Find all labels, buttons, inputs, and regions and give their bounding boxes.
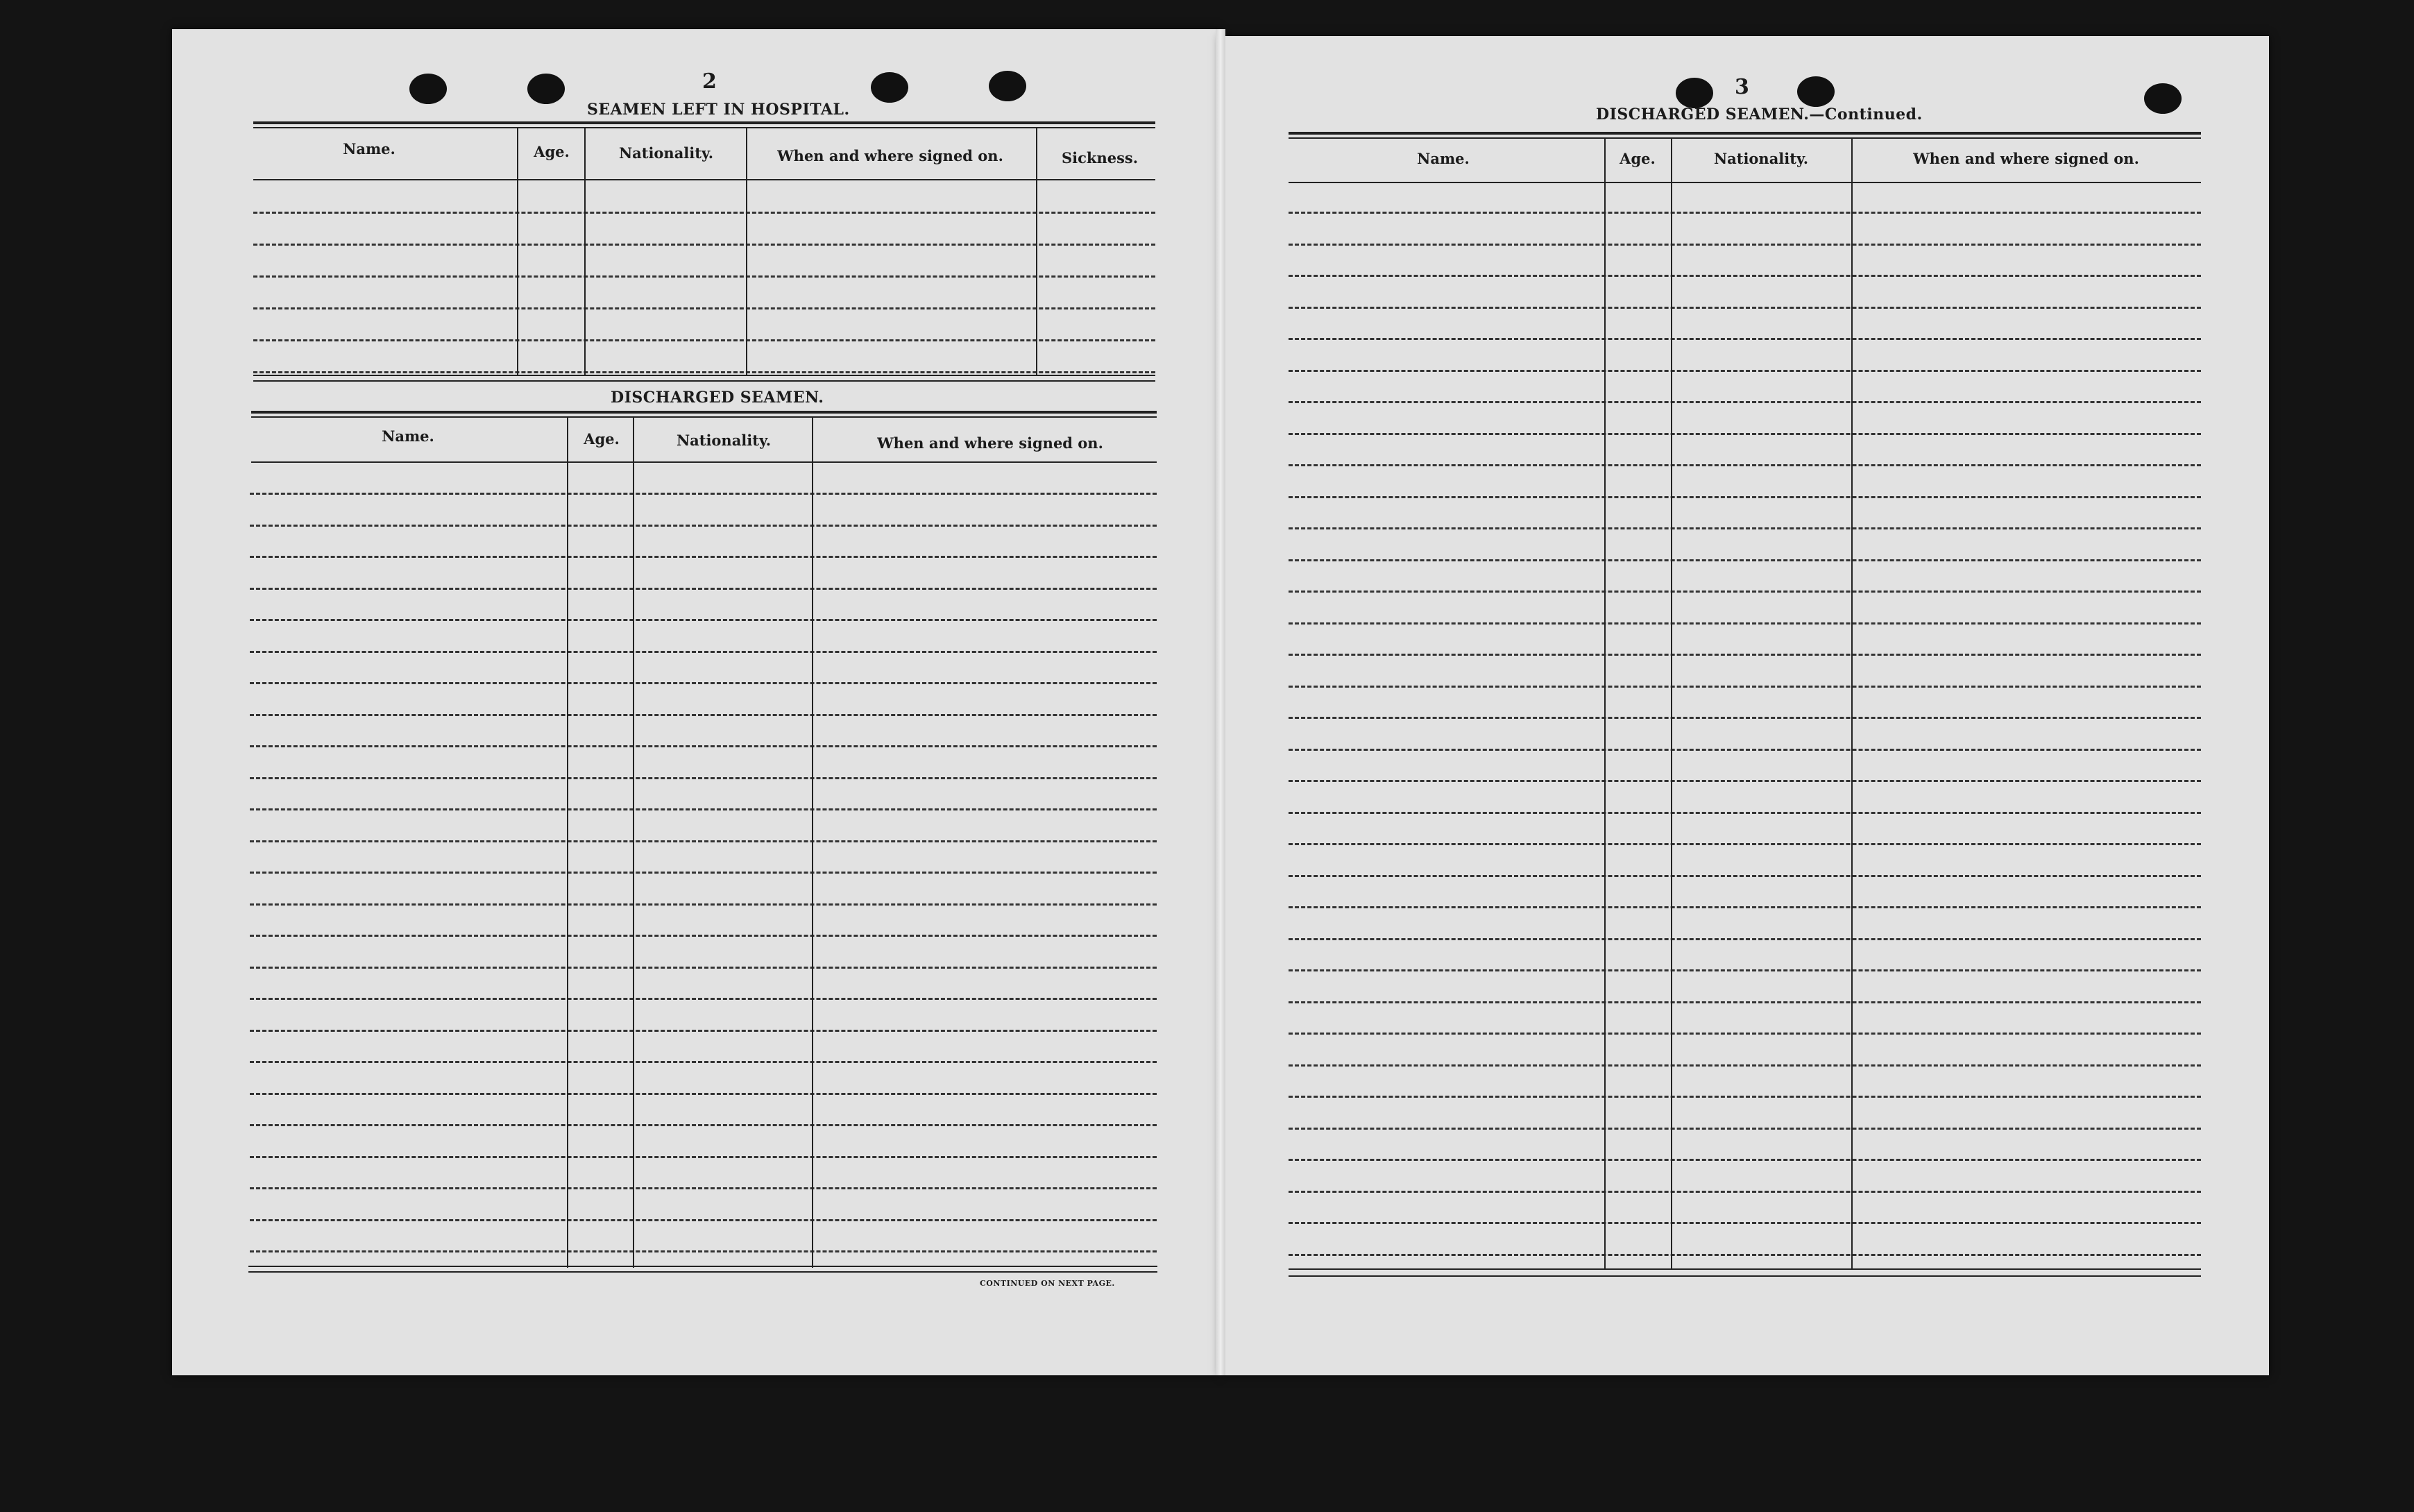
ruled-line [1289, 1128, 2201, 1130]
punch-hole [409, 74, 447, 104]
ruled-line [250, 1187, 1157, 1189]
continued-col-divider [1671, 139, 1672, 1270]
ruled-line [1289, 654, 2201, 656]
punch-hole [871, 72, 908, 103]
hospital-header-rule [253, 179, 1155, 180]
page-fold [1216, 29, 1225, 1375]
ruled-line [250, 651, 1157, 653]
ruled-line [250, 745, 1157, 747]
ruled-line [1289, 275, 2201, 277]
punch-hole [2144, 83, 2182, 114]
ruled-line [250, 872, 1157, 874]
hospital-col-divider [746, 128, 747, 375]
continued-col-name: Name. [1417, 150, 1470, 167]
ruled-line [250, 588, 1157, 590]
ruled-line [1289, 1254, 2201, 1256]
page-number: 2 [702, 69, 717, 94]
ruled-line [1289, 875, 2201, 877]
ruled-line [1289, 338, 2201, 340]
continued-note: CONTINUED ON NEXT PAGE. [980, 1279, 1115, 1288]
ruled-line [253, 275, 1155, 278]
ruled-line [1289, 591, 2201, 593]
ruled-line [1289, 749, 2201, 751]
ruled-line [250, 903, 1157, 906]
discharged-col-nationality: Nationality. [676, 432, 772, 449]
ruled-line [250, 619, 1157, 621]
ruled-line [1289, 433, 2201, 435]
ruled-line [1289, 559, 2201, 561]
punch-hole [1797, 76, 1835, 107]
left-page [172, 29, 1220, 1375]
ruled-line [253, 244, 1155, 246]
ruled-line [250, 777, 1157, 779]
hospital-top-rule-thin [253, 127, 1155, 128]
hospital-top-rule [253, 121, 1155, 124]
continued-top-rule [1289, 132, 2201, 135]
discharged-col-divider [633, 418, 634, 1268]
discharged-col-age: Age. [584, 430, 620, 448]
ruled-line [253, 371, 1155, 373]
discharged-bottom-rule [248, 1266, 1157, 1267]
hospital-col-nationality: Nationality. [618, 144, 714, 162]
continued-bottom-rule [1289, 1275, 2201, 1277]
discharged-header-rule [251, 461, 1157, 463]
ruled-line [1289, 244, 2201, 246]
hospital-col-sickness: Sickness. [1061, 149, 1139, 167]
page-number: 3 [1735, 75, 1749, 99]
punch-hole [1676, 78, 1713, 108]
ruled-line [250, 682, 1157, 684]
ruled-line [1289, 686, 2201, 688]
ruled-line [1289, 1033, 2201, 1035]
hospital-bottom-rule [253, 375, 1155, 376]
continued-top-rule-thin [1289, 137, 2201, 139]
ruled-line [250, 1030, 1157, 1032]
right-page [1220, 36, 2269, 1375]
ruled-line [1289, 1096, 2201, 1098]
ruled-line [1289, 780, 2201, 782]
ruled-line [250, 1219, 1157, 1221]
ruled-line [250, 556, 1157, 558]
ruled-line [250, 1124, 1157, 1126]
continued-col-divider [1851, 139, 1853, 1270]
punch-hole [527, 74, 565, 104]
continued-col-signed-on: When and where signed on. [1913, 150, 2139, 167]
ruled-line [1289, 464, 2201, 466]
ruled-line [250, 525, 1157, 527]
continued-header-rule [1289, 182, 2201, 183]
continued-section-title: DISCHARGED SEAMEN.—Continued. [1596, 105, 1923, 124]
hospital-bottom-rule [253, 380, 1155, 382]
discharged-col-divider [567, 418, 568, 1268]
continued-col-age: Age. [1620, 150, 1656, 167]
hospital-col-age: Age. [534, 143, 570, 160]
continued-bottom-rule [1289, 1268, 2201, 1270]
ruled-line [1289, 1001, 2201, 1003]
ruled-line [1289, 969, 2201, 971]
ruled-line [1289, 370, 2201, 372]
ruled-line [1289, 1191, 2201, 1193]
ruled-line [1289, 1064, 2201, 1067]
punch-hole [989, 71, 1026, 101]
ruled-line [1289, 938, 2201, 940]
ruled-line [250, 1061, 1157, 1063]
ruled-line [250, 1250, 1157, 1252]
ruled-line [250, 1156, 1157, 1158]
hospital-col-divider [584, 128, 586, 375]
ruled-line [253, 307, 1155, 309]
ruled-line [1289, 1222, 2201, 1224]
discharged-col-divider [812, 418, 813, 1268]
hospital-col-signed-on: When and where signed on. [777, 147, 1003, 164]
ruled-line [1289, 843, 2201, 845]
ruled-line [1289, 401, 2201, 403]
ruled-line [1289, 212, 2201, 214]
ruled-line [1289, 307, 2201, 309]
ruled-line [1289, 812, 2201, 814]
continued-col-nationality: Nationality. [1713, 150, 1809, 167]
discharged-top-rule-thin [251, 416, 1157, 418]
ruled-line [250, 967, 1157, 969]
ruled-line [250, 714, 1157, 716]
ruled-line [1289, 906, 2201, 908]
ruled-line [250, 840, 1157, 842]
ruled-line [253, 212, 1155, 214]
hospital-section-title: SEAMEN LEFT IN HOSPITAL. [587, 101, 850, 119]
hospital-col-name: Name. [343, 140, 396, 158]
ruled-line [1289, 1159, 2201, 1161]
ruled-line [250, 935, 1157, 937]
ruled-line [1289, 527, 2201, 529]
ruled-line [1289, 717, 2201, 719]
discharged-bottom-rule [248, 1271, 1157, 1273]
hospital-col-divider [517, 128, 518, 375]
ruled-line [1289, 496, 2201, 498]
discharged-col-signed-on: When and where signed on. [877, 434, 1103, 452]
ruled-line [1289, 622, 2201, 625]
ruled-line [250, 493, 1157, 495]
ruled-line [250, 998, 1157, 1000]
ruled-line [250, 1093, 1157, 1095]
ruled-line [253, 339, 1155, 341]
discharged-top-rule [251, 411, 1157, 414]
discharged-col-name: Name. [382, 427, 434, 445]
continued-col-divider [1604, 139, 1606, 1270]
hospital-col-divider [1036, 128, 1037, 375]
discharged-section-title: DISCHARGED SEAMEN. [611, 389, 824, 407]
ruled-line [250, 808, 1157, 810]
